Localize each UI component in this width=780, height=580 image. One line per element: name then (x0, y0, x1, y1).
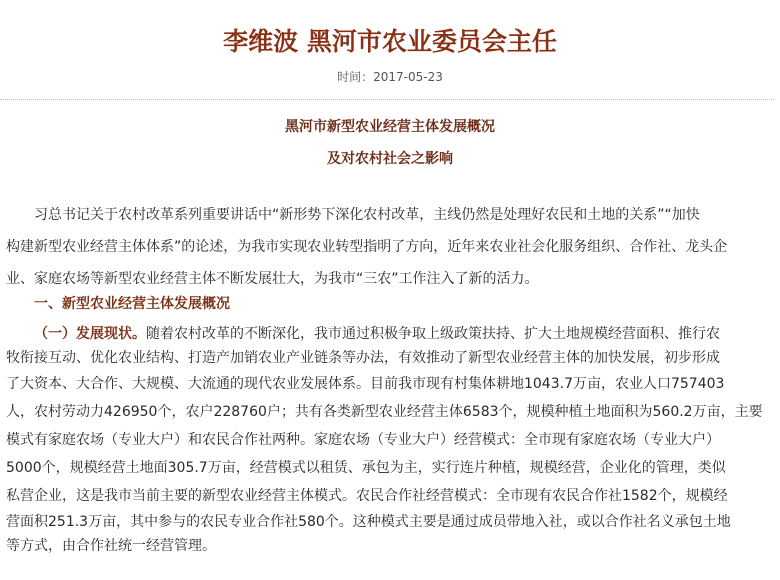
intro-paragraph-line: 业、家庭农场等新型农业经营主体不断发展壮大，为我市“三农”工作注入了新的活力。 (6, 271, 539, 287)
intro-paragraph-line: 习总书记关于农村改革系列重要讲话中“新形势下深化农村改革，主线仍然是处理好农民和土地的关系”“加快 (34, 207, 700, 223)
section-heading: 一、新型农业经营主体发展概况 (34, 296, 230, 312)
article-header (0, 0, 780, 100)
article-subtitle-line-2: 及对农村社会之影响 (327, 151, 453, 167)
body-paragraph-line: 5000个，规模经营土地面305.7万亩，经营模式以租赁、承包为主，实行连片种植，规模经营，企业化的管理，类似 (6, 460, 726, 476)
body-paragraph-line: 模式有家庭农场（专业大户）和农民合作社两种。家庭农场（专业大户）经营模式：全市现有家庭农场（专业大户） (6, 432, 720, 448)
body-paragraph-line (34, 322, 720, 346)
article-subtitle-line-1: 黑河市新型农业经营主体发展概况 (285, 119, 495, 135)
article-title: 李维波 黑河市农业委员会主任 (223, 27, 557, 56)
intro-paragraph-line: 构建新型农业经营主体体系”的论述，为我市实现农业转型指明了方向，近年来农业社会化服务组织、合作社、龙头企 (6, 239, 728, 255)
publish-date: 时间：2017-05-23 (337, 70, 443, 84)
body-paragraph-line: 了大资本、大合作、大规模、大流通的现代农业发展体系。目前我市现有村集体耕地1043.7万亩，农业人口757403 (6, 376, 725, 392)
body-paragraph-line: 等方式，由合作社统一经营管理。 (6, 538, 216, 554)
body-first-line-text: 随着农村改革的不断深化，我市通过积极争取上级政策扶持、扩大土地规模经营面积、推行农 (146, 326, 720, 342)
body-paragraph-line: 牧衔接互动、优化农业结构、打造产加销农业产业链条等办法，有效推动了新型农业经营主体的加快发展，初步形成 (6, 350, 720, 366)
header-divider (0, 99, 774, 100)
subsection-lead: （一）发展现状。 (34, 326, 146, 342)
body-paragraph-line: 营面积251.3万亩，其中参与的农民专业合作社580个。这种模式主要是通过成员带地入社，或以合作社名义承包土地 (6, 514, 731, 530)
body-paragraph-line: 人，农村劳动力426950个，农户228760户；共有各类新型农业经营主体6583个，规模种植土地面积为560.2万亩，主要 (6, 404, 763, 420)
body-paragraph-line: 私营企业，这是我市当前主要的新型农业经营主体模式。农民合作社经营模式：全市现有农民合作社1582个，规模经 (6, 488, 728, 504)
